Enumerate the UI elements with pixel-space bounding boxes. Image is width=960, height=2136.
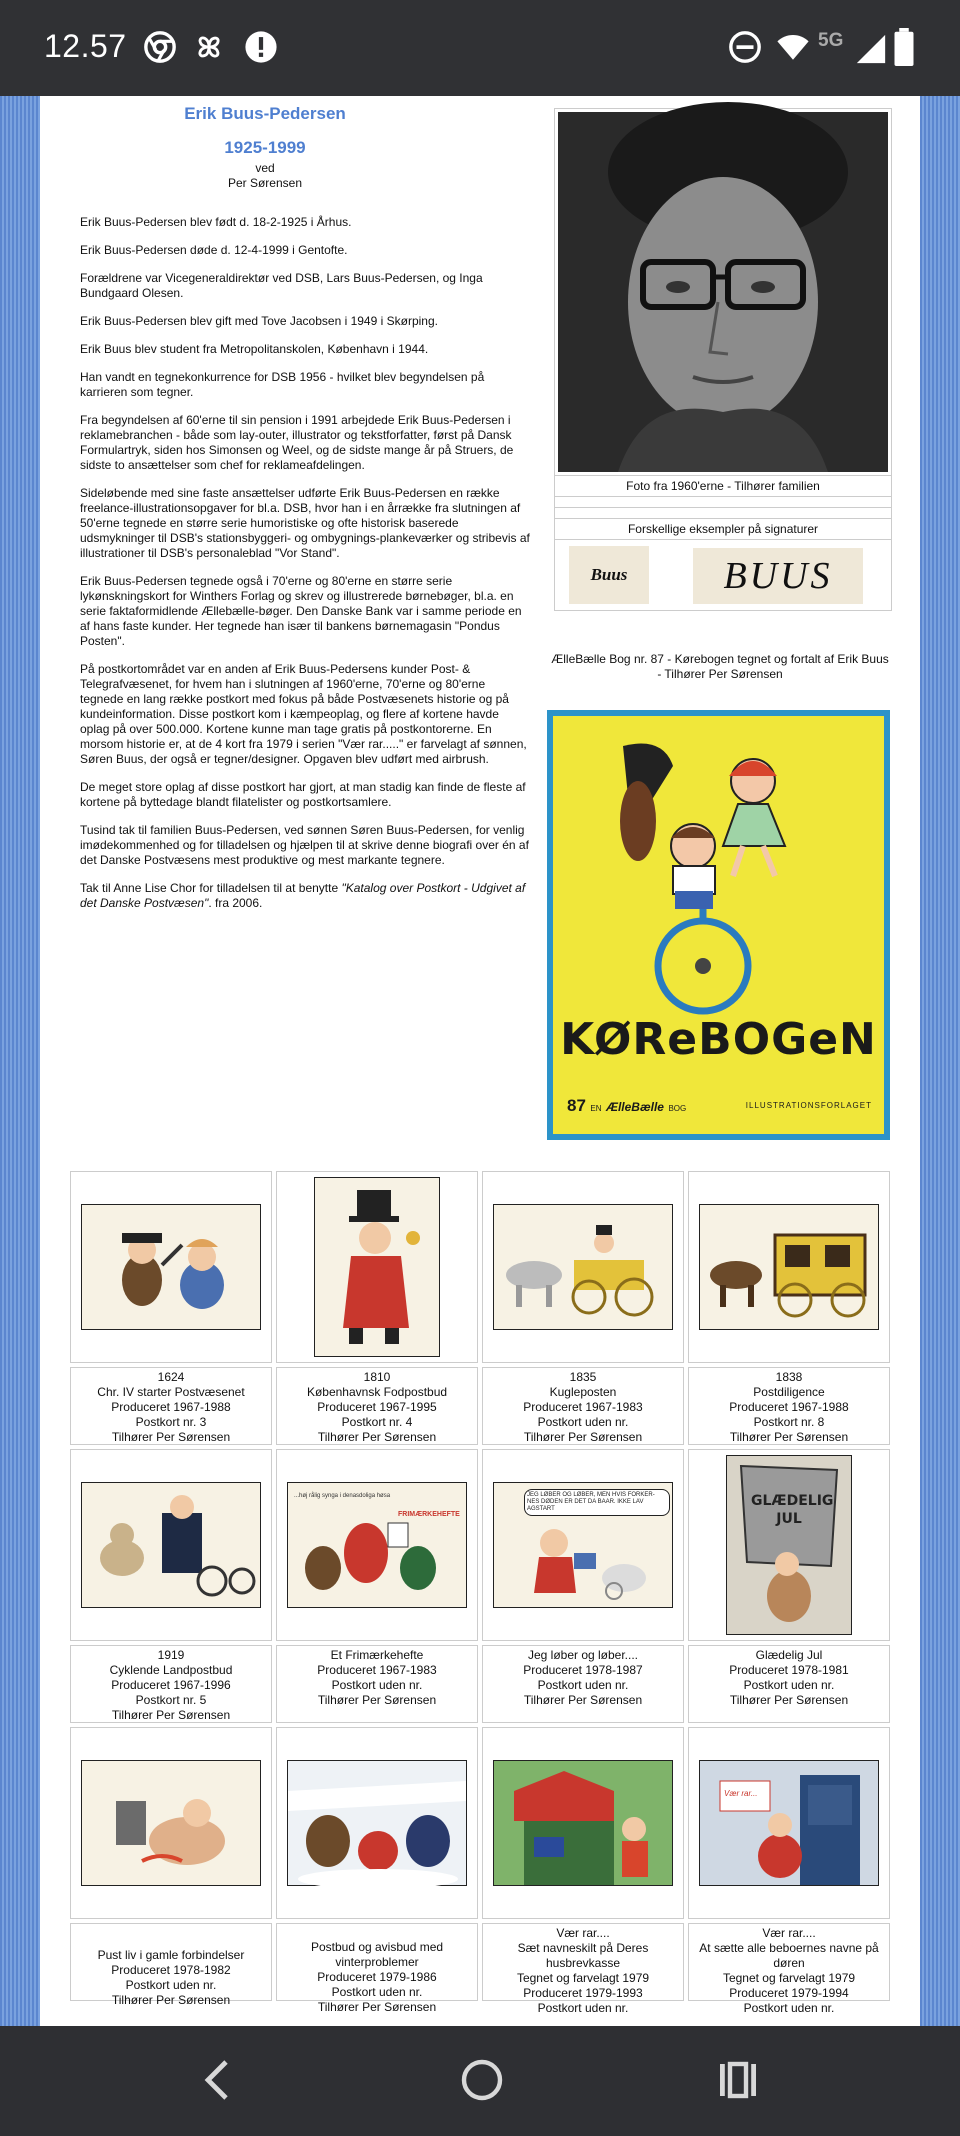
credit-paragraph (80, 881, 530, 911)
caption-line: Produceret 1979-1986 (317, 1970, 437, 1984)
caption-line: Produceret 1967-1983 (317, 1663, 437, 1677)
bio-paragraph: Erik Buus-Pedersen blev født d. 18-2-1925 i Århus. (80, 215, 352, 229)
caption-line: Vær rar.... (762, 1926, 816, 1940)
caption-line: Postkort uden nr. (125, 1978, 217, 1992)
postcard-caption (70, 1645, 272, 1723)
caption-line: Tilhører Per Sørensen (729, 1430, 849, 1444)
caption-line: Postbud og avisbud med vinterproblemer (310, 1940, 444, 1969)
status-bar (0, 0, 960, 96)
book-number: 87 (567, 1096, 586, 1115)
book-footer (567, 1096, 872, 1120)
postcard-caption (482, 1923, 684, 2015)
card-glaedelig-text: GLÆDELIG JUL (751, 1493, 834, 1527)
postcard-caption (70, 1923, 272, 2007)
caption-line: Postkort uden nr. (743, 2001, 835, 2015)
caption-line: Cyklende Landpostbud (109, 1663, 233, 1677)
postcard-image[interactable] (726, 1455, 852, 1635)
caption-line: Produceret 1967-1988 (111, 1400, 231, 1414)
back-icon[interactable] (198, 2058, 238, 2102)
postcard-thumb-vaer-rar-doeren[interactable] (688, 1727, 890, 1919)
postcard-caption (688, 1645, 890, 1723)
postcard-thumb-glaedelig-jul[interactable] (688, 1449, 890, 1641)
book-series: ÆlleBælle (605, 1100, 664, 1114)
biography-column (80, 96, 530, 924)
caption-line: 1810 (363, 1370, 391, 1384)
gallery-image-row (70, 1171, 890, 1363)
postcard-thumb-1838[interactable] (688, 1171, 890, 1363)
gallery-image-row (70, 1449, 890, 1641)
caption-line: Postkort uden nr. (537, 1678, 629, 1692)
author-name: Per Sørensen (227, 176, 303, 190)
book-publisher: ILLUSTRATIONSFORLAGET (745, 1101, 872, 1110)
book-series-prefix: EN (590, 1104, 602, 1113)
spacer-row (555, 496, 891, 507)
postcard-image[interactable] (699, 1204, 879, 1330)
pinwheel-icon (192, 30, 226, 64)
postcard-caption (688, 1367, 890, 1445)
signature-row (555, 539, 891, 610)
caption-line: Postkort nr. 4 (341, 1415, 413, 1429)
signature-large-text: BUUS (723, 555, 833, 597)
caption-line: Et Frimærkehefte (330, 1648, 424, 1662)
caption-line: Postkort nr. 8 (753, 1415, 825, 1429)
postcard-thumb-1835[interactable] (482, 1171, 684, 1363)
caption-line: Tilhører Per Sørensen (111, 1708, 231, 1722)
caption-line: Tegnet og farvelagt 1979 (516, 1971, 650, 1985)
postcard-image[interactable] (81, 1760, 261, 1886)
gallery-text-row (70, 1923, 890, 2015)
caption-line: Produceret 1967-1983 (523, 1400, 643, 1414)
postcard-caption (688, 1923, 890, 2015)
caption-line: Postkort uden nr. (331, 1985, 423, 1999)
postcard-thumb-1810[interactable] (276, 1171, 478, 1363)
home-icon[interactable] (460, 2058, 504, 2102)
card-banner-text: ...høj rålig synga i denasdoliga høsa (294, 1493, 391, 1499)
catalog-title: "Katalog over Postkort - Udgivet af det Danske Postvæsen" (80, 881, 526, 910)
credit-suffix: . fra 2006. (208, 896, 263, 910)
portrait-photo (558, 112, 888, 472)
bio-paragraph: Han vandt en tegnekonkurrence for DSB 1956 - hvilket blev begyndelsen på karrieren som tegner. (80, 370, 485, 399)
card-speech-text: JEG LØBER OG LØBER, MEN HVIS FORKER-NES DØDEN ER DET DA BAAR. IKKE LAV AGSTART (524, 1489, 670, 1516)
life-years: 1925-1999 (224, 138, 306, 157)
caption-line: Sæt navneskilt på Deres husbrevkasse (517, 1941, 649, 1970)
postcard-thumb-1919[interactable] (70, 1449, 272, 1641)
book-caption: ÆlleBælle Bog nr. 87 - Kørebogen tegnet og fortalt af Erik Buus - Tilhører Per Sørensen (551, 652, 889, 681)
spacer-row (555, 507, 891, 518)
biography-text (80, 215, 530, 911)
caption-line: Københavnsk Fodpostbud (306, 1385, 448, 1399)
caption-line: Produceret 1978-1981 (729, 1663, 849, 1677)
caption-line: Produceret 1979-1993 (523, 1986, 643, 2000)
postcard-caption (276, 1645, 478, 1723)
bio-paragraph: På postkortområdet var en anden af Erik Buus-Pedersens kunder Post- & Telegrafvæsenet, for hvem han i slutningen af 1960'erne, 70'erne og 80'erne tegnede en lang række postkort med fokus på både Postvæsenets historie og på kundeinformation. Disse postkort kom i kæmpeoplag, og flere af kortene havde oplag på over 500.000. Kortene kunne man tage gratis på postkontorerne. En morsom historie er, at de 4 kort fra 1979 i serien "Vær rar....." er farvelagt af sønnen, Søren Buus, der også er tegner/designer. Opgaven blev udført med airbrush. (80, 662, 527, 766)
book-cover-illustration (553, 726, 884, 1026)
postcard-image[interactable] (81, 1204, 261, 1330)
biography-header (80, 104, 450, 191)
caption-line: At sætte alle beboernes navne på døren (699, 1941, 879, 1970)
caption-line: Tilhører Per Sørensen (317, 2000, 437, 2014)
postcard-image[interactable] (287, 1482, 467, 1608)
postcard-gallery (70, 1171, 890, 2015)
bio-paragraph: Erik Buus-Pedersen døde d. 12-4-1999 i Gentofte. (80, 243, 348, 257)
bio-paragraph: Tusind tak til familien Buus-Pedersen, ved sønnen Søren Buus-Pedersen, for venlig imødekommenhed og for tilladelsen og hjælpen til at skrive denne biografi over én af det Danske Postvæsens mest produktive og mest markante tegnere. (80, 823, 529, 867)
gallery-text-row (70, 1645, 890, 1723)
signature-sample-large (693, 548, 863, 604)
chrome-icon (143, 30, 177, 64)
postcard-thumb-1624[interactable] (70, 1171, 272, 1363)
postcard-image[interactable] (314, 1177, 440, 1357)
caption-line: Kugleposten (549, 1385, 617, 1399)
book-series-suffix: BOG (668, 1104, 687, 1113)
credit-prefix: Tak til Anne Lise Chor for tilladelsen til at benytte (80, 881, 342, 895)
recent-apps-icon[interactable] (716, 2058, 760, 2102)
status-time: 12.57 (44, 28, 127, 64)
bio-paragraph: Erik Buus-Pedersen tegnede også i 70'erne og 80'erne en større serie lykønskningskort for Winthers Forlag og skrev og illustrerede børnebøger, bl.a. en serie faktaformidlende Ællebælle-bøger. Den Danske Bank var i samme periode en af hans faste kunder. Her tegnede han især til bankens børnemagasin "Pondus Posten". (80, 574, 522, 648)
signature-caption: Forskellige eksempler på signaturer (555, 518, 891, 539)
postcard-thumb-pust-liv[interactable] (70, 1727, 272, 1919)
postcard-caption (70, 1367, 272, 1445)
caption-line: Produceret 1967-1988 (729, 1400, 849, 1414)
network-label: 5G (818, 30, 844, 51)
caption-line: Postkort nr. 3 (135, 1415, 207, 1429)
bio-paragraph: Forældrene var Vicegeneraldirektør ved DSB, Lars Buus-Pedersen, og Inga Bundgaard Olesen. (80, 271, 483, 300)
wifi-icon (774, 30, 812, 64)
postcard-caption (482, 1367, 684, 1445)
caption-line: Postkort uden nr. (743, 1678, 835, 1692)
navigation-bar (0, 2026, 960, 2136)
postcard-caption (276, 1923, 478, 2014)
postcard-caption (482, 1645, 684, 1723)
photo-table (554, 108, 892, 611)
caption-line: Produceret 1979-1994 (729, 1986, 849, 2000)
book-cover (547, 710, 890, 1140)
caption-line: Jeg løber og løber.... (527, 1648, 639, 1662)
caption-line: Produceret 1978-1982 (111, 1963, 231, 1977)
bio-paragraph: Fra begyndelsen af 60'erne til sin pension i 1991 arbejdede Erik Buus-Pedersen i reklamebranchen - både som lay-outer, illustrator og tekstforfatter, først på Dansk Formulartryk, siden hos Simonsen og Weel, og de sidste mange år på Struers, de sidste to ansættelser som chef for reklameafdelingen. (80, 413, 514, 472)
postcard-image[interactable] (493, 1760, 673, 1886)
caption-line: Postdiligence (753, 1385, 825, 1399)
caption-line: Pust liv i gamle forbindelser (97, 1948, 245, 1962)
postcard-thumb-jeg-loeber[interactable] (482, 1449, 684, 1641)
signature-small-text: Buus (590, 565, 628, 584)
caption-line: Tilhører Per Sørensen (111, 1430, 231, 1444)
bio-paragraph: Erik Buus blev student fra Metropolitanskolen, København i 1944. (80, 342, 429, 356)
gallery-text-row (70, 1367, 890, 1445)
caption-line: Tilhører Per Sørensen (729, 1693, 849, 1707)
signature-sample-small (569, 546, 649, 604)
caption-line: 1919 (157, 1648, 185, 1662)
caption-line: 1838 (775, 1370, 803, 1384)
caption-line: Postkort uden nr. (537, 1415, 629, 1429)
alert-icon (244, 30, 278, 64)
postcard-image[interactable] (287, 1760, 467, 1886)
bio-paragraph: De meget store oplag af disse postkort har gjort, at man stadig kan finde de fleste af kortene på byttedage blandt filatelister og postkortsamlere. (80, 780, 526, 809)
postcard-thumb-frimaerkehefte[interactable] (276, 1449, 478, 1641)
page-content (40, 96, 920, 2026)
page-background (0, 96, 960, 2026)
caption-line: Produceret 1978-1987 (523, 1663, 643, 1677)
portrait-illustration (558, 112, 888, 472)
caption-line: Produceret 1967-1996 (111, 1678, 231, 1692)
postcard-image[interactable] (493, 1482, 673, 1608)
book-title: KØReBOGeN (560, 1014, 877, 1065)
gallery-image-row (70, 1727, 890, 1919)
postcard-image[interactable] (81, 1482, 261, 1608)
caption-line: 1624 (157, 1370, 185, 1384)
caption-line: Tegnet og farvelagt 1979 (722, 1971, 856, 1985)
caption-line: Vær rar.... (556, 1926, 610, 1940)
postcard-thumb-vaer-rar-navneskilt[interactable] (482, 1727, 684, 1919)
caption-line: Produceret 1967-1995 (317, 1400, 437, 1414)
caption-line: Tilhører Per Sørensen (523, 1430, 643, 1444)
do-not-disturb-icon (728, 30, 762, 64)
caption-line: Postkort uden nr. (331, 1678, 423, 1692)
battery-icon (892, 28, 916, 66)
caption-line: Tilhører Per Sørensen (317, 1693, 437, 1707)
caption-line: Chr. IV starter Postvæsenet (97, 1385, 245, 1399)
caption-line: Glædelig Jul (755, 1648, 823, 1662)
postcard-image[interactable] (699, 1760, 879, 1886)
page-title: Erik Buus-Pedersen (184, 104, 346, 123)
by-label: ved (255, 161, 275, 175)
postcard-image[interactable] (493, 1204, 673, 1330)
caption-line: Tilhører Per Sørensen (317, 1430, 437, 1444)
bio-paragraph: Erik Buus-Pedersen blev gift med Tove Jacobsen i 1949 i Skørping. (80, 314, 438, 328)
caption-line: 1835 (569, 1370, 597, 1384)
postcard-caption (276, 1367, 478, 1445)
caption-line: Postkort uden nr. (537, 2001, 629, 2015)
signal-icon (854, 32, 888, 66)
caption-line: Tilhører Per Sørensen (111, 1993, 231, 2007)
caption-line: Tilhører Per Sørensen (523, 1693, 643, 1707)
card-vaer-rar-text: Vær rar... (724, 1789, 758, 1798)
card-frimaerke-text: FRIMÆRKEHEFTE (398, 1511, 460, 1518)
book-cover-inner (553, 716, 884, 1134)
caption-line: Postkort nr. 5 (135, 1693, 207, 1707)
postcard-thumb-vinterproblemer[interactable] (276, 1727, 478, 1919)
bio-paragraph: Sideløbende med sine faste ansættelser udførte Erik Buus-Pedersen en række freelance-illustrationsopgaver for bl.a. DSB, hvor han i en årrække fra slutningen af 50'erne tegnede en større serie humoristiske og ofte historisk baserede udsmykninger til DSB's stationsbyggeri- og ombygnings-plankeværker og stribevis af illustrationer til DSB's personaleblad "Vor Stand". (80, 486, 530, 560)
photo-caption: Foto fra 1960'erne - Tilhører familien (555, 475, 891, 496)
